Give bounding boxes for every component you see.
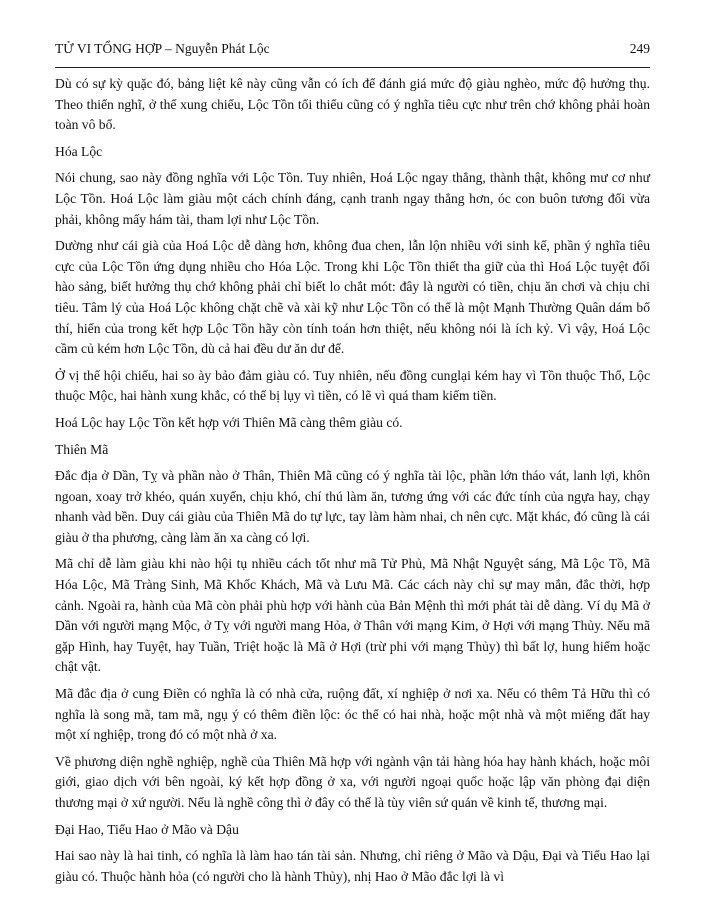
paragraph: Hai sao này là hai tinh, có nghĩa là làm hao tán tài sản. Nhưng, chỉ riêng ở Mão và Dậu, Đại và Tiểu Hao lại giàu có. Thuộc hành hỏa (có người cho là hành Thủy), nhị Hao ở Mão đắc lợi là vì (55, 848, 650, 884)
paragraph: Nói chung, sao này đồng nghĩa với Lộc Tồn. Tuy nhiên, Hoá Lộc ngay thẳng, thành thật, không mư cơ như Lộc Tồn. Hoá Lộc làm giàu một cách chính đáng, cạnh tranh ngay thẳng hơn, óc con buôn tương đối vừa phải, không mấy hám tài, tham lợi như Lộc Tồn. (55, 170, 650, 227)
paragraph: Mã chỉ dễ làm giàu khi nào hội tụ nhiều cách tốt như mã Tử Phủ, Mã Nhật Nguyệt sáng, Mã Lộc Tồ, Mã Hóa Lộc, Mã Tràng Sinh, Mã Khốc Khách, Mã và Lưu Mã. Các cách này chỉ sự may mắn, đắc thời, hợp cảnh. Ngoài ra, hành của Mã còn phải phù hợp với hành của Bản Mệnh thì mới phát tài dễ dàng. Ví dụ Mã ở Dần với người mạng Mộc, ở Tỵ với người mang Hỏa, ở Thân với mạng Kim, ở Hợi với mạng Thủy. Nếu mã gặp Hình, hay Tuyệt, hay Tuần, Triệt hoặc là Mã ở Hợi (trừ phi với mạng Thủy) thì bất lợ, hung hiểm hoặc chật vật. (55, 556, 650, 675)
header-rule (55, 67, 650, 68)
paragraph: Về phương diện nghề nghiệp, nghề của Thiên Mã hợp với ngành vận tải hàng hóa hay hành khách, hoặc môi giới, giao dịch với bên ngoài, ký kết hợp đồng ở xa, với người ngoại quốc hoặc lập văn phòng đại diện thương mại ở xứ người. Nếu là nghề công thì ở đây có thể là tùy viên sứ quán về kinh tế, thương mại. (55, 753, 650, 810)
document-body (55, 74, 650, 887)
running-header (55, 40, 650, 58)
paragraph: Dù có sự kỳ quặc đó, bảng liệt kê này cũng vẫn có ích để đánh giá mức độ giàu nghèo, mức độ hưởng thụ. Theo thiển nghĩ, ở thế xung chiếu, Lộc Tồn tối thiểu cũng có ý nghĩa tiêu cực như trên chớ không phải hoàn toàn vô bổ. (55, 76, 650, 133)
header-title: TỬ VI TỔNG HỢP – Nguyễn Phát Lộc (55, 41, 270, 56)
paragraph: Hoá Lộc hay Lộc Tồn kết hợp với Thiên Mã càng thêm giàu có. (55, 414, 403, 430)
paragraph: Mã đắc địa ở cung Điền có nghĩa là có nhà cửa, ruộng đất, xí nghiệp ở nơi xa. Nếu có thêm Tả Hữu thì có nghĩa là song mã, tam mã, ngụ ý có thêm điền lộc: óc thể có hai nhà, hoặc một nhà và một miếng đất hay một xí nghiệp, trong đó có một nhà ở xa. (55, 686, 650, 743)
section-heading: Hóa Lộc (55, 143, 103, 159)
section-heading: Đại Hao, Tiểu Hao ở Mão và Dậu (55, 821, 239, 837)
page-number: 249 (629, 41, 650, 56)
paragraph: Đắc địa ở Dần, Tỵ và phần nào ở Thân, Thiên Mã cũng có ý nghĩa tài lộc, phần lớn tháo vát, lanh lợi, khôn ngoan, xoay trở khéo, quán xuyến, chịu khó, chí thú làm ăn, tương ứng với các đức tính của ngựa hay, chạy nhanh vàd bền. Duy cái giàu của Thiên Mã do tự lực, tay làm hàm nhai, ch nên cực. Mặt khác, đó cũng là cái giàu ở tha phương, càng làm ăn xa càng có lợi. (55, 468, 650, 545)
paragraph: Dường như cái già của Hoá Lộc dễ dàng hơn, không đua chen, lẫn lộn nhiều với sinh kế, phần ý nghĩa tiêu cực của Lộc Tồn ứng dụng nhiều cho Hóa Lộc. Trong khi Lộc Tồn thiết tha giữ của thì Hoá Lộc tuyệt đối hào sảng, biết hưởng thụ chớ không phải chỉ biết lo chắt mót: đây là người có tiền, chịu ăn chơi và chịu chi tiêu. Tâm lý của Hoá Lộc không chặt chẽ và xài kỹ như Lộc Tồn có thể là một Mạnh Thường Quân dám bố thí, hiến của trong kết hợp Lộc Tồn hãy còn tính toán hơn thiệt, nếu không nói là ích kỷ. Vì vậy, Hoá Lộc cầm củ kém hơn Lộc Tồn, dù cả hai đều dư ăn dư để. (55, 238, 650, 357)
document-page (55, 40, 650, 893)
section-heading: Thiên Mã (55, 441, 109, 457)
paragraph: Ở vị thế hội chiếu, hai so ày bảo đảm giàu có. Tuy nhiên, nếu đồng cunglại kém hay vì Tồn thuộc Thổ, Lộc thuộc Mộc, hai hành xung khắc, có thể bị lụy vì tiền, có lẽ vì quá tham kiếm tiền. (55, 367, 650, 404)
